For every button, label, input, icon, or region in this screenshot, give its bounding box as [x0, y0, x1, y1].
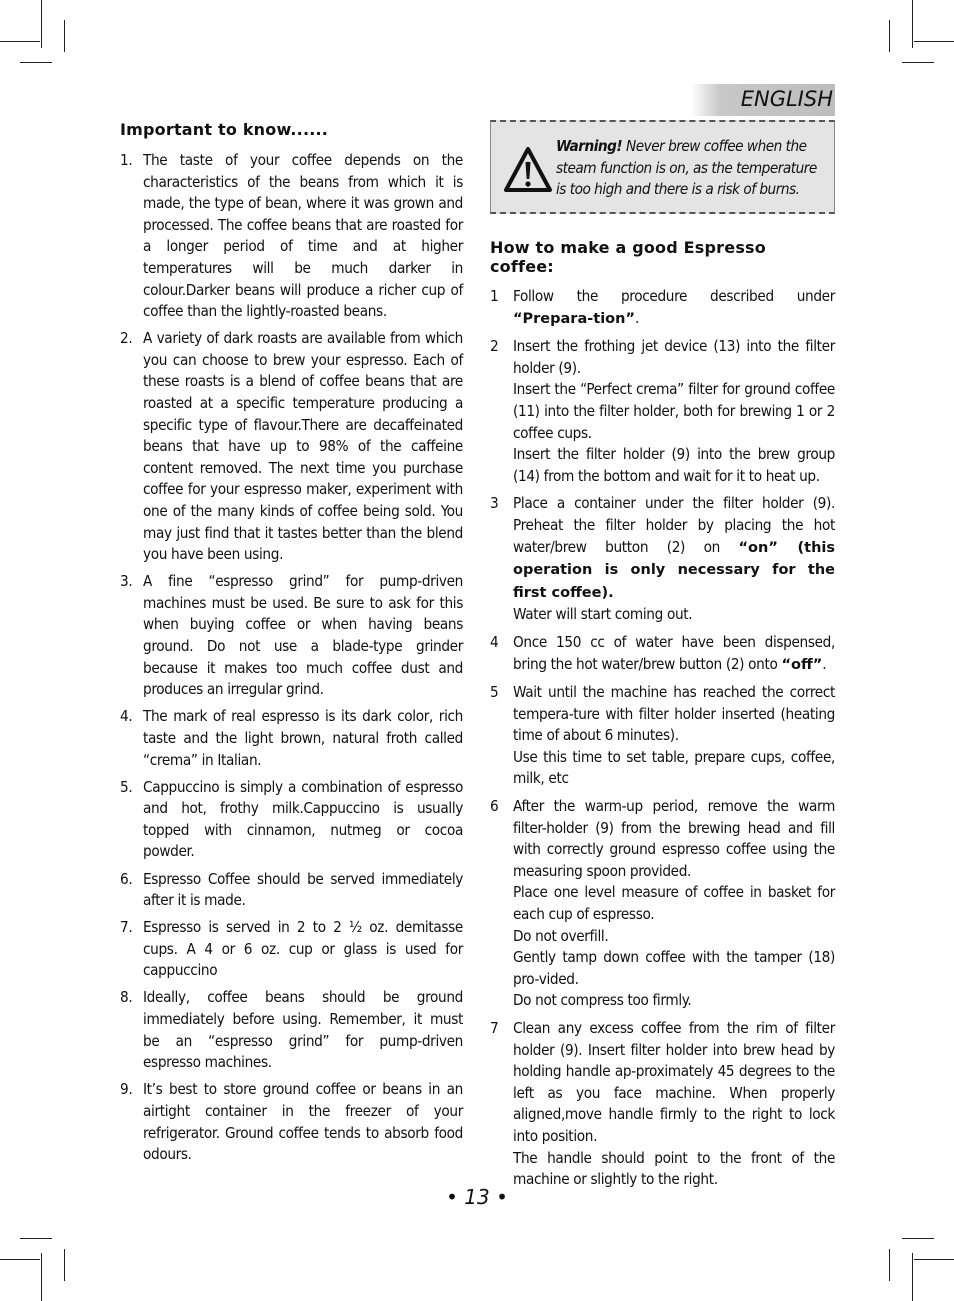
- tip-item: [120, 150, 463, 323]
- tip-item: [120, 987, 463, 1073]
- crop-mark: [41, 0, 42, 48]
- step-text: Once 150 cc of water have been dispensed, bring the hot water/brew button (2) onto: [513, 632, 835, 673]
- tip-text: The mark of real espresso is its dark color, rich taste and the light brown, natural froth called “crema” in Italian.: [143, 707, 463, 769]
- warning-triangle-icon: [503, 146, 553, 194]
- crop-mark: [912, 1253, 913, 1301]
- step-text: Clean any excess coffee from the rim of filter holder (9). Insert filter holder into brew head by holding handle ap-proximately 45 degrees to the left as you face machine. When properly aligned,move handle firmly to the right to lock into position.: [513, 1019, 835, 1145]
- tip-item: [120, 328, 463, 566]
- tip-item: [120, 706, 463, 771]
- section-heading-espresso: How to make a good Espresso coffee:: [490, 238, 766, 276]
- language-label: ENGLISH: [740, 87, 833, 111]
- step-text-bold: “on” (this operation is only necessary for the first coffee).: [513, 539, 835, 601]
- tip-item: [120, 571, 463, 701]
- right-column: [490, 238, 835, 1191]
- tip-text: A variety of dark roasts are available from which you can choose to brew your espresso. Each of these roasts is a blend of coffee beans that are roasted at a specific temperature producing a specific type of flavour.There are decaffeinated beans that have up to 98% of the caffeine content removed. The next time you purchase coffee for your espresso maker, experiment with one of the many kinds of coffee being sold. You may just find that it tastes better than the blend you have been using.: [143, 329, 463, 564]
- crop-mark: [0, 41, 40, 42]
- step-text: Wait until the machine has reached the correct tempera-ture with filter holder inserted (heating time of about 6 minutes).: [513, 683, 835, 745]
- step-subparagraph: Water will start coming out.: [513, 605, 693, 624]
- step-text: After the warm-up period, remove the warm filter-holder (9) from the brewing head and fill with correctly ground espresso coffee using the measuring spoon provided.: [513, 797, 835, 880]
- tip-text: A fine “espresso grind” for pump-driven machines must be used. Be sure to ask for this when buying coffee or when having beans ground. Do not use a blade-type grinder because it makes too much coffee dust and produces an irregular grind.: [143, 572, 463, 699]
- tip-number: 1.: [120, 151, 133, 169]
- tip-number: 5.: [120, 777, 133, 796]
- tip-number: 2.: [120, 329, 133, 348]
- step-number: 6: [490, 797, 499, 816]
- step-number: 3: [490, 494, 499, 513]
- tip-number: 7.: [120, 918, 133, 937]
- crop-mark: [914, 1259, 954, 1260]
- tips-list: [120, 150, 463, 1166]
- crop-mark: [914, 41, 954, 42]
- step-item: [490, 796, 835, 1012]
- step-number: 5: [490, 683, 499, 702]
- crop-mark: [20, 1238, 52, 1239]
- section-heading-important: Important to know......: [120, 120, 329, 139]
- step-text-bold: “Prepara-tion”: [513, 310, 635, 327]
- step-number: 1: [490, 287, 499, 305]
- warning-label: Warning!: [556, 137, 623, 155]
- crop-mark: [902, 62, 934, 63]
- crop-mark: [889, 20, 890, 52]
- crop-mark: [889, 1249, 890, 1281]
- step-text: Insert the frothing jet device (13) into the filter holder (9).: [513, 337, 835, 377]
- page-number: • 13 •: [446, 1185, 508, 1209]
- tip-number: 3.: [120, 572, 133, 591]
- step-text: .: [822, 654, 827, 673]
- steps-list: [490, 286, 835, 1191]
- tip-item: [120, 917, 463, 982]
- step-text-bold: “off”: [781, 656, 823, 673]
- step-subparagraph: Place one level measure of coffee in basket for each cup of espresso.: [513, 883, 835, 924]
- tip-text: Espresso Coffee should be served immediately after it is made.: [143, 869, 463, 910]
- step-subparagraph: Do not compress too firmly.: [513, 991, 692, 1010]
- warning-text: [556, 136, 824, 201]
- step-number: 2: [490, 337, 499, 356]
- tip-number: 6.: [120, 869, 133, 888]
- step-subparagraph: Do not overfill.: [513, 926, 609, 945]
- crop-mark: [64, 1249, 65, 1281]
- step-item: [490, 493, 835, 626]
- left-column: [120, 116, 463, 1166]
- step-text: .: [634, 308, 639, 327]
- tip-item: [120, 777, 463, 863]
- step-text: Place a container under the filter holder (9). Preheat the filter holder by placing the hot water/brew button (2) on: [513, 494, 835, 556]
- step-text: Follow the procedure described under: [513, 287, 835, 305]
- crop-mark: [902, 1238, 934, 1239]
- step-number: 4: [490, 632, 499, 651]
- tip-number: 9.: [120, 1080, 133, 1099]
- tip-number: 8.: [120, 988, 133, 1007]
- step-subparagraph: Insert the filter holder (9) into the brew group (14) from the bottom and wait for it to heat up.: [513, 445, 835, 485]
- step-subparagraph: Gently tamp down coffee with the tamper (18) pro-vided.: [513, 948, 835, 988]
- step-item: [490, 286, 835, 330]
- tip-text: Cappuccino is simply a combination of espresso and hot, frothy milk.Cappuccino is usually topped with cinnamon, nutmeg or cocoa powder.: [143, 777, 463, 861]
- tip-text: Espresso is served in 2 to 2 ½ oz. demitasse cups. A 4 or 6 oz. cup or glass is used for cappuccino: [143, 918, 463, 980]
- tip-text: The taste of your coffee depends on the characteristics of the beans from which it is made, the type of bean, where it was grown and processed. The coffee beans that are roasted for a longer period of time and at higher temperatures will be much darker in colour.Darker beans will produce a richer cup of coffee than the lightly-roasted beans.: [143, 151, 463, 321]
- step-number: 7: [490, 1019, 499, 1037]
- tip-text: It’s best to store ground coffee or beans in an airtight container in the freezer of your refrigerator. Ground coffee tends to absorb food odours.: [143, 1080, 463, 1164]
- crop-mark: [912, 0, 913, 48]
- language-banner: [691, 84, 835, 116]
- crop-mark: [64, 20, 65, 52]
- tip-item: [120, 1079, 463, 1165]
- step-subparagraph: Use this time to set table, prepare cups, coffee, milk, etc: [513, 747, 835, 788]
- tip-number: 4.: [120, 707, 133, 726]
- step-item: [490, 682, 835, 790]
- step-item: [490, 1018, 835, 1191]
- crop-mark: [20, 62, 52, 63]
- step-subparagraph: Insert the “Perfect crema” filter for ground coffee (11) into the filter holder, both for brewing 1 or 2 coffee cups.: [513, 380, 835, 442]
- tip-text: Ideally, coffee beans should be ground immediately before using. Remember, it must be an “espresso grind” for pump-driven espresso machines.: [143, 988, 463, 1072]
- step-subparagraph: The handle should point to the front of the machine or slightly to the right.: [513, 1148, 835, 1189]
- warning-message: Never brew coffee when the steam function is on, as the temperature is too high and there is a risk of burns.: [556, 137, 817, 199]
- step-item: [490, 632, 835, 676]
- tip-item: [120, 869, 463, 912]
- step-item: [490, 336, 835, 487]
- warning-box: [490, 120, 835, 214]
- crop-mark: [0, 1259, 40, 1260]
- crop-mark: [41, 1253, 42, 1301]
